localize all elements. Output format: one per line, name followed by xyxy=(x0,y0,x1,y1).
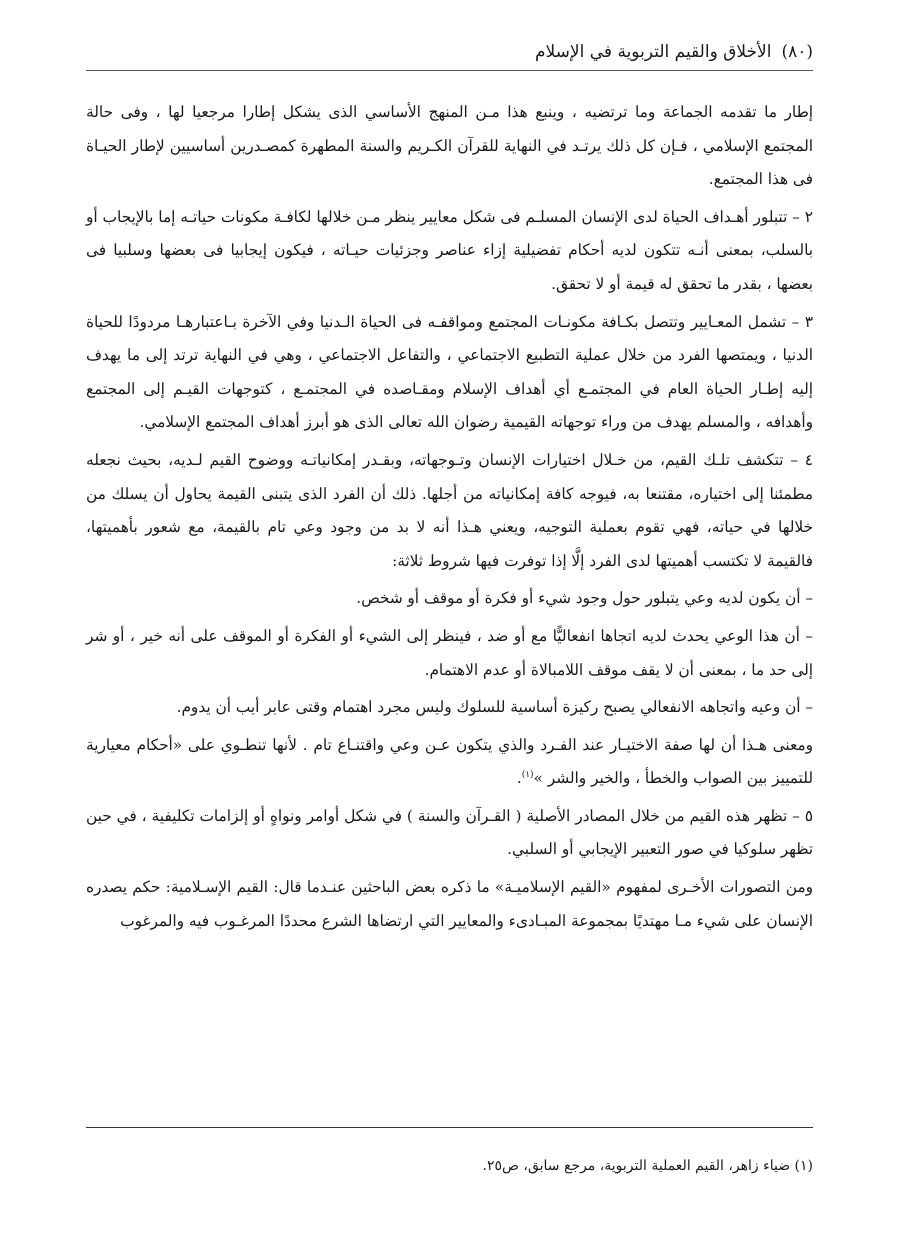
paragraph: ٢ – تتبلور أهـداف الحياة لدى الإنسان المسلـم فى شكل معايير ينظر مـن خلالها لكافـة مكونات حياتـه إما بالإيجاب أو بالسلب، بمعنى أنـه تتكون لديه أحكام تفضيلية إزاء عناصر وجزئيات حيـاته ، فيكون إيجابيا فى بعضها وسلبيا فى بعضها ، بقدر ما تحقق له قيمة أو لا تحقق. xyxy=(86,207,813,293)
body-text xyxy=(86,96,813,942)
paragraph-text: ومعنى هـذا أن لها صفة الاختيـار عند الفـرد والذي يتكون عـن وعي واقتنـاع تام . لأنها تنطـوي على «أحكام معيارية للتمييز بين الصواب والخطأ ، والخير والشر » xyxy=(86,735,813,788)
footnote: (١) ضياء زاهر، القيم العملية التربوية، مرجع سابق، ص٢٥. xyxy=(482,1158,813,1174)
paragraph: ٣ – تشمل المعـايير وتتصل بكـافة مكونـات المجتمع ومواقفـه فى الحياة الـدنيا وفي الآخرة بـاعتبارهـا مردودًا للحياة الدنيا ، ويمتصها الفرد من خلال عملية التطبيع الاجتماعي ، والتفاعل الاجتماعي ، وهي في النهاية ترتد إلى ما يهدف إليه إطـار الحياة العام في المجتمـع أي أهداف الإسلام ومقـاصده في المجتمـع ، كتوجهات القيـم إلى المجتمع وأهدافه ، والمسلم يهدف من وراء توجهاته القيمية رضوان الله تعالى الذى هو أبرز أهداف المجتمع الإسلامي. xyxy=(86,312,813,432)
running-title: الأخلاق والقيم التربوية في الإسلام xyxy=(535,42,772,62)
paragraph: ٤ – تتكشف تلـك القيم، من خـلال اختيارات الإنسان وتـوجهاته، وبقـدر إمكانياتـه ووضوح القيم لـديه، بحيث نجعله مطمئنا إلى اختياره، مقتنعا به، فيوجه كافة إمكانياته من أجلها. ذلك أن الفرد الذى يتبنى القيمة يحاول أن يسلك من خلالها في حياته، فهي تقوم بعملية التوجيه، ويعني هـذا أنه لا بد من وجود وعي تام بالقيمة، مع شعور بأهميتها، فالقيمة لا تكتسب أهميتها لدى الفرد إلَّا إذا توفرت فيها شروط ثلاثة: xyxy=(86,450,813,570)
list-item: – أن هذا الوعي يحدث لديه اتجاها انفعاليًّا مع أو ضد ، فينظر إلى الشيء أو الفكرة أو الموقف على أنه خير ، أو شر إلى حد ما ، بمعنى أن لا يقف موقف اللامبالاة أو عدم الاهتمام. xyxy=(86,626,813,679)
page-number: (٨٠) xyxy=(781,42,813,62)
paragraph: إطار ما تقدمه الجماعة وما ترتضيه ، وينبع هذا مـن المنهج الأساسي الذى يشكل إطارا مرجعيا لها ، وفى حالة المجتمع الإسلامي ، فـإن كل ذلك يرتـد في النهاية للقرآن الكـريم والسنة المطهرة كمصـدرين أساسيين لإطار الحيـاة فى هذا المجتمع. xyxy=(86,103,813,189)
running-header xyxy=(86,40,813,64)
paragraph: ٥ – تظهر هذه القيم من خلال المصادر الأصلية ( القـرآن والسنة ) في شكل أوامر ونواهٍ أو إلزامات تكليفية ، في حين تظهر سلوكيا في صور التعبير الإيجابي أو السلبي. xyxy=(86,806,813,859)
footnote-reference: (١) xyxy=(521,770,534,781)
paragraph: ومن التصورات الأخـرى لمفهوم «القيم الإسلاميـة» ما ذكره بعض الباحثين عنـدما قال: القيم الإسـلامية: حكم يصدره الإنسان على شيء مـا مهتديًا بمجموعة المبـادىء والمعايير التي ارتضاها الشرع محددًا المرغـوب فيه والمرغوب xyxy=(86,878,813,930)
footnote-rule xyxy=(86,1127,813,1128)
list-item: – أن وعيه واتجاهه الانفعالي يصبح ركيزة أساسية للسلوك وليس مجرد اهتمام وقتى عابر أيب أن يدوم. xyxy=(176,698,813,717)
paragraph-with-footnote xyxy=(86,729,813,796)
list-item: – أن يكون لديه وعي يتبلور حول وجود شيء أو فكرة أو موقف أو شخص. xyxy=(356,589,813,608)
header-rule xyxy=(86,70,813,71)
paragraph-end: . xyxy=(516,769,522,788)
